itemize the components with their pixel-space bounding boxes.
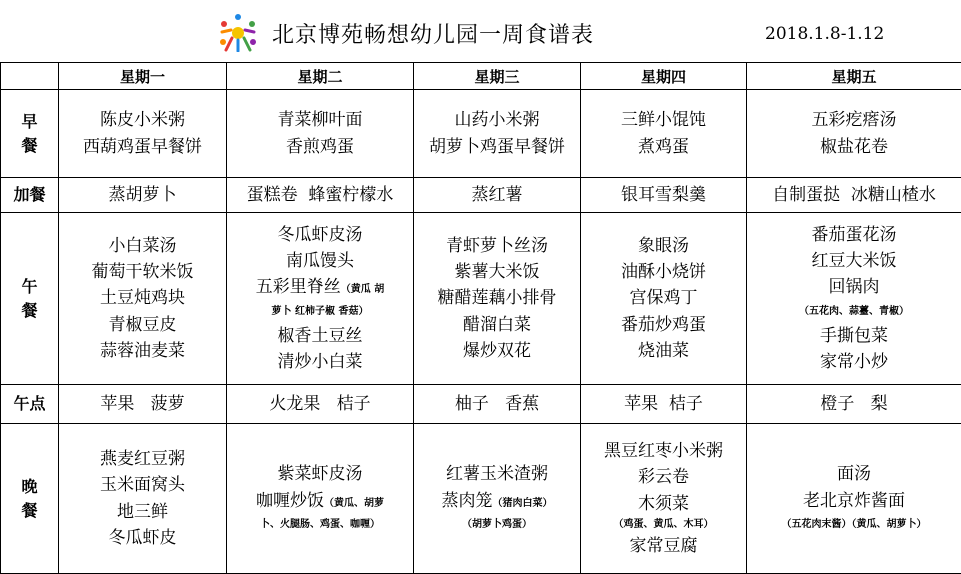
afternoon-wed: 柚子 香蕉 [414,385,581,424]
corner-cell [1,63,59,90]
day-header-fri: 星期五 [747,63,961,90]
date-range: 2018.1.8-1.12 [765,24,884,44]
lunch-tue: 冬瓜虾皮汤 南瓜馒头 五彩里脊丝（黄瓜 胡 萝卜 红柿子椒 香菇） 椒香土豆丝 清炒小白菜 [227,213,414,385]
snack-row [1,178,961,213]
page-header [0,0,961,62]
meal-label-afternoon: 午点 [1,385,59,424]
snack-fri: 自制蛋挞 冰糖山楂水 [747,178,961,213]
dinner-fri: 面汤 老北京炸酱面 （五花肉末酱）（黄瓜、胡萝卜） [747,424,961,574]
weekly-menu-table [0,62,961,574]
breakfast-wed: 山药小米粥 胡萝卜鸡蛋早餐饼 [414,90,581,178]
snack-wed: 蒸红薯 [414,178,581,213]
meal-label-snack: 加餐 [1,178,59,213]
meal-label-lunch: 午 餐 [1,213,59,385]
lunch-row [1,213,961,385]
day-header-thu: 星期四 [581,63,747,90]
afternoon-snack-row [1,385,961,424]
dinner-wed: 红薯玉米渣粥 蒸肉笼（猪肉白菜） （胡萝卜鸡蛋） [414,424,581,574]
snack-thu: 银耳雪梨羹 [581,178,747,213]
day-header-wed: 星期三 [414,63,581,90]
dinner-thu: 黑豆红枣小米粥 彩云卷 木须菜 （鸡蛋、黄瓜、木耳） 家常豆腐 [581,424,747,574]
snack-tue: 蛋糕卷 蜂蜜柠檬水 [227,178,414,213]
dinner-mon: 燕麦红豆粥 玉米面窝头 地三鲜 冬瓜虾皮 [59,424,227,574]
meal-label-dinner: 晚 餐 [1,424,59,574]
lunch-mon: 小白菜汤 葡萄干软米饭 土豆炖鸡块 青椒豆皮 蒜蓉油麦菜 [59,213,227,385]
breakfast-fri: 五彩疙瘩汤 椒盐花卷 [747,90,961,178]
breakfast-tue: 青菜柳叶面 香煎鸡蛋 [227,90,414,178]
meal-label-breakfast: 早 餐 [1,90,59,178]
afternoon-mon: 苹果 菠萝 [59,385,227,424]
day-header-row [1,63,961,90]
afternoon-fri: 橙子 梨 [747,385,961,424]
dinner-tue: 紫菜虾皮汤 咖喱炒饭（黄瓜、胡萝 卜、火腿肠、鸡蛋、咖喱） [227,424,414,574]
day-header-mon: 星期一 [59,63,227,90]
afternoon-thu: 苹果 桔子 [581,385,747,424]
snack-mon: 蒸胡萝卜 [59,178,227,213]
lunch-fri: 番茄蛋花汤 红豆大米饭 回锅肉 （五花肉、蒜薹、青椒） 手撕包菜 家常小炒 [747,213,961,385]
colorful-children-logo-icon [218,14,258,52]
lunch-thu: 象眼汤 油酥小烧饼 宫保鸡丁 番茄炒鸡蛋 烧油菜 [581,213,747,385]
lunch-wed: 青虾萝卜丝汤 紫薯大米饭 糖醋莲藕小排骨 醋溜白菜 爆炒双花 [414,213,581,385]
dinner-row [1,424,961,574]
afternoon-tue: 火龙果 桔子 [227,385,414,424]
breakfast-thu: 三鲜小馄饨 煮鸡蛋 [581,90,747,178]
page-title: 北京博苑畅想幼儿园一周食谱表 [272,18,594,49]
breakfast-mon: 陈皮小米粥 西葫鸡蛋早餐饼 [59,90,227,178]
breakfast-row [1,90,961,178]
day-header-tue: 星期二 [227,63,414,90]
